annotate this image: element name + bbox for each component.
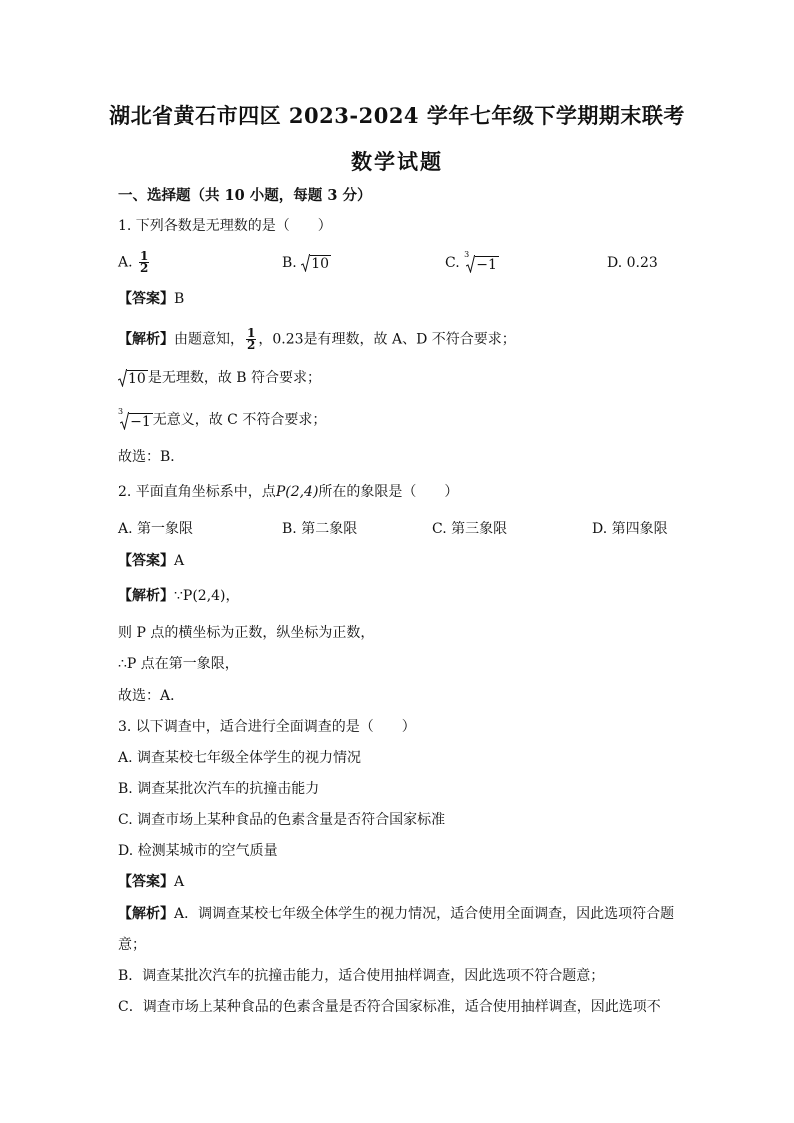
section-heading: 一、选择题（共 10 小题，每题 3 分） [118,187,372,204]
q2-stem: 2. 平面直角坐标系中，点P(2,4)所在的象限是（ ） [118,484,459,500]
q1-analysis-line-3: 3 −1 无意义，故 C 不符合要求； [118,407,327,430]
q1-option-d: D. 0.23 [607,255,658,271]
q2-analysis-line-1: 【解析】∵P(2,4)， [118,588,240,604]
q3-option-d: D. 检测某城市的空气质量 [118,843,278,859]
cube-root-symbol: 3 −1 [464,250,497,273]
q3-option-a: A. 调查某校七年级全体学生的视力情况 [118,750,362,766]
q1-option-c: C. 3 −1 [445,250,497,273]
q3-analysis-line-3: C．调查市场上某种食品的色素含量是否符合国家标准，适合使用抽样调查，因此选项不 [118,999,661,1015]
document-title: 湖北省黄石市四区 2023-2024 学年七年级下学期期末联考 [109,103,685,128]
q1-stem: 1. 下列各数是无理数的是（ ） [118,218,332,234]
q2-analysis-line-3: ∴P 点在第一象限， [118,656,239,672]
q3-option-c: C. 调查市场上某种食品的色素含量是否符合国家标准 [118,812,446,828]
q1-analysis-line-1: 【解析】由题意知， $\frac{1}{2}$ ，0.23是有理数，故 A、D 不符合要求； [118,326,516,352]
q1-analysis-line-4: 故选：B． [118,449,185,465]
q1-analysis-line-2: 10 是无理数，故 B 符合要求； [118,368,321,388]
q3-answer: 【答案】A [118,874,185,890]
q2-option-c: C. 第三象限 [432,521,508,537]
q1-answer: 【答案】B [118,291,185,307]
q1-option-b: B. 10 [282,255,330,272]
fraction: $\frac{1}{2}$ [247,326,256,352]
q1-option-a-fraction: $\frac{1}{2}$ [140,249,149,275]
q2-analysis-line-2: 则 P 点的横坐标为正数，纵坐标为正数， [118,625,375,641]
q3-option-b: B. 调查某批次汽车的抗撞击能力 [118,781,320,797]
document-subtitle: 数学试题 [351,149,443,174]
q2-option-b: B. 第二象限 [282,521,358,537]
q2-option-d: D. 第四象限 [592,521,668,537]
q3-analysis-line-1-cont: 意； [118,937,146,953]
q3-analysis-line-2: B．调查某批次汽车的抗撞击能力，适合使用抽样调查，因此选项不符合题意； [118,968,605,984]
sqrt-symbol: 10 [118,369,148,387]
q3-stem: 3. 以下调查中，适合进行全面调查的是（ ） [118,719,416,735]
sqrt-symbol: 10 [301,254,331,272]
q1-option-a: A. $\frac{1}{2}$ [118,249,149,275]
q2-analysis-line-4: 故选：A． [118,688,185,704]
cube-root-symbol: 3 −1 [118,407,151,430]
q2-answer: 【答案】A [118,553,185,569]
q3-analysis-line-1: 【解析】A．调调查某校七年级全体学生的视力情况，适合使用全面调查，因此选项符合题 [118,906,675,922]
q2-option-a: A. 第一象限 [118,521,194,537]
